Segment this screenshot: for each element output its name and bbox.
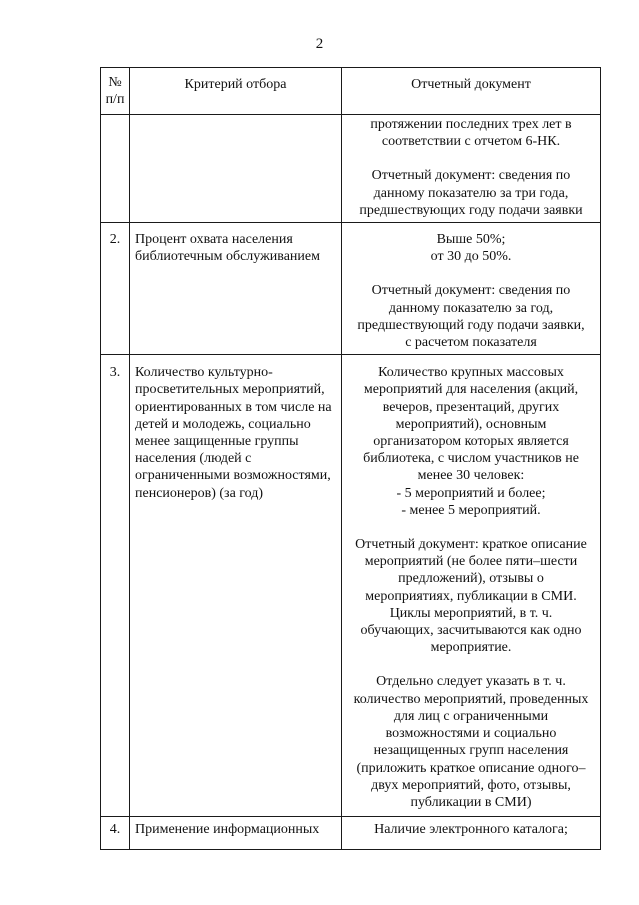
criterion-line: Количество культурно- bbox=[135, 365, 273, 381]
doc-line: - 5 мероприятий и более; bbox=[396, 485, 546, 501]
doc-line: библиотека, с числом участников не bbox=[363, 451, 579, 467]
criterion-line: просветительных мероприятий, bbox=[135, 382, 325, 398]
doc-line: мероприятий для населения (акций, bbox=[363, 382, 579, 398]
criterion-line: ориентированных в том числе на bbox=[135, 399, 332, 415]
row-criterion bbox=[130, 223, 342, 355]
doc-line: организатором которых является bbox=[373, 434, 569, 450]
doc-paragraph bbox=[345, 167, 597, 219]
row-number: 3. bbox=[101, 355, 130, 817]
doc-line: мероприятий), основным bbox=[395, 416, 547, 432]
table-row bbox=[101, 115, 601, 223]
doc-line: предшествующий году подачи заявки, bbox=[357, 317, 585, 333]
doc-paragraph bbox=[345, 821, 597, 838]
criterion-line: Процент охвата населения bbox=[135, 232, 293, 248]
doc-line: предложений), отзывы о bbox=[398, 571, 544, 587]
doc-line: соответствии с отчетом 6-НК. bbox=[381, 134, 561, 150]
doc-line: менее 30 человек: bbox=[417, 468, 525, 484]
doc-paragraph bbox=[345, 282, 597, 351]
doc-line: мероприятий (не более пяти–шести bbox=[364, 554, 578, 570]
page-number: 2 bbox=[315, 36, 324, 52]
doc-line: публикации в СМИ) bbox=[410, 794, 532, 810]
doc-line: Наличие электронного каталога; bbox=[374, 822, 568, 838]
header-number bbox=[101, 68, 130, 115]
header-document: Отчетный документ bbox=[342, 68, 601, 115]
doc-line: мероприятие. bbox=[430, 640, 512, 656]
doc-line: вечеров, презентаций, других bbox=[382, 399, 560, 415]
header-number-line-1: № bbox=[108, 75, 122, 90]
row-document bbox=[342, 355, 601, 817]
doc-line: мероприятиях, публикации в СМИ. bbox=[365, 588, 577, 604]
row-document bbox=[342, 223, 601, 355]
doc-paragraph bbox=[345, 673, 597, 811]
doc-line: Отчетный документ: сведения по bbox=[371, 283, 571, 299]
doc-line: Отдельно следует указать в т. ч. bbox=[376, 674, 566, 690]
doc-line: Отчетный документ: краткое описание bbox=[355, 537, 587, 553]
header-number-line-2: п/п bbox=[105, 92, 125, 107]
row-document bbox=[342, 115, 601, 223]
criteria-table bbox=[100, 67, 601, 850]
row-document bbox=[342, 817, 601, 850]
doc-line: протяжении последних трех лет в bbox=[370, 117, 572, 132]
doc-line: Циклы мероприятий, в т. ч. bbox=[389, 605, 553, 621]
row-criterion bbox=[130, 817, 342, 850]
criterion-line: детей и молодежь, социально bbox=[135, 416, 311, 432]
doc-line: двух мероприятий, фото, отзывы, bbox=[371, 777, 571, 793]
row-number bbox=[101, 115, 130, 223]
doc-line: - менее 5 мероприятий. bbox=[401, 502, 541, 518]
table-row bbox=[101, 223, 601, 355]
criterion-line: населения (людей с bbox=[135, 451, 252, 467]
table-header-row bbox=[101, 68, 601, 115]
doc-line: предшествующих году подачи заявки bbox=[359, 202, 583, 218]
doc-paragraph bbox=[345, 231, 597, 265]
criterion-line: Применение информационных bbox=[135, 822, 320, 838]
row-number: 4. bbox=[101, 817, 130, 850]
doc-paragraph bbox=[345, 116, 597, 150]
doc-line: данному показателю за год, bbox=[388, 300, 554, 316]
doc-line: Отчетный документ: сведения по bbox=[371, 168, 571, 184]
doc-paragraph bbox=[345, 364, 597, 519]
criterion-line: библиотечным обслуживанием bbox=[135, 249, 320, 265]
criterion-line: ограниченными возможностями, bbox=[135, 468, 331, 484]
doc-line: для лиц с ограниченными bbox=[393, 708, 549, 724]
doc-line: Выше 50%; bbox=[436, 232, 506, 248]
doc-line: от 30 до 50%. bbox=[430, 249, 512, 265]
criterion-line: менее защищенные группы bbox=[135, 434, 299, 450]
doc-line: данному показателю за три года, bbox=[373, 185, 569, 201]
doc-line: незащищенных групп населения bbox=[373, 743, 569, 759]
criterion-line: пенсионеров) (за год) bbox=[135, 485, 264, 501]
table-row bbox=[101, 817, 601, 850]
row-number: 2. bbox=[101, 223, 130, 355]
doc-line: возможностями и социально bbox=[385, 726, 557, 742]
row-criterion bbox=[130, 355, 342, 817]
doc-line: количество мероприятий, проведенных bbox=[353, 691, 589, 707]
doc-line: обучающих, засчитываются как одно bbox=[360, 623, 582, 639]
doc-line: с расчетом показателя bbox=[405, 335, 537, 351]
header-criterion: Критерий отбора bbox=[130, 68, 342, 115]
doc-line: Количество крупных массовых bbox=[378, 365, 564, 381]
table-row bbox=[101, 355, 601, 817]
doc-paragraph bbox=[345, 536, 597, 656]
doc-line: (приложить краткое описание одного– bbox=[356, 760, 586, 776]
row-criterion bbox=[130, 115, 342, 223]
